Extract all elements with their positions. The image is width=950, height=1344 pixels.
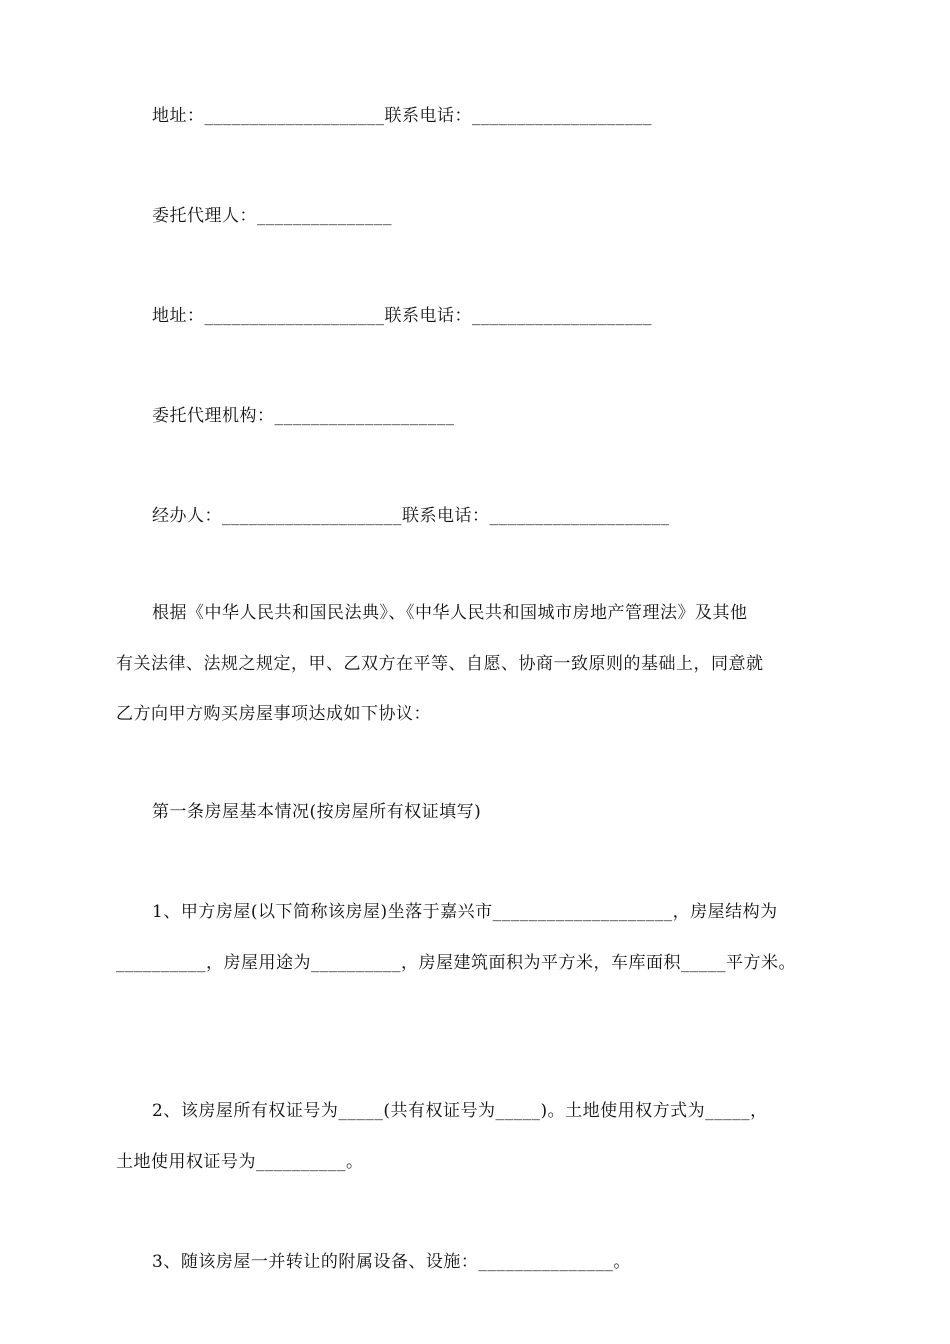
preamble-line-3: 乙方向甲方购买房屋事项达成如下协议： xyxy=(116,704,431,724)
clause-2-line-1: 2、该房屋所有权证号为_____(共有权证号为_____)。土地使用权方式为_____， xyxy=(152,1101,768,1121)
clause-1-line-1: 1、甲方房屋(以下简称该房屋)坐落于嘉兴市____________________，房屋结构为 xyxy=(152,902,778,922)
agency-line: 委托代理机构：____________________ xyxy=(152,406,455,426)
clause-2-line-2: 土地使用权证号为__________。 xyxy=(116,1152,364,1172)
clause-3-line: 3、随该房屋一并转让的附属设备、设施：_______________。 xyxy=(152,1252,631,1272)
clause-1-line-2: __________，房屋用途为__________，房屋建筑面积为平方米，车库面积_____平方米。 xyxy=(116,953,796,973)
party-address-line-2: 地址：____________________联系电话：____________________ xyxy=(152,306,652,326)
preamble-line-1: 根据《中华人民共和国民法典》、《中华人民共和国城市房地产管理法》及其他 xyxy=(152,603,748,623)
article-1-heading: 第一条房屋基本情况(按房屋所有权证填写) xyxy=(152,802,482,822)
party-address-line-1: 地址：____________________联系电话：____________________ xyxy=(152,106,652,126)
agent-line: 委托代理人：_______________ xyxy=(152,206,392,226)
preamble-line-2: 有关法律、法规之规定，甲、乙双方在平等、自愿、协商一致原则的基础上，同意就 xyxy=(116,654,764,674)
handler-line: 经办人：____________________联系电话：____________________ xyxy=(152,506,670,526)
